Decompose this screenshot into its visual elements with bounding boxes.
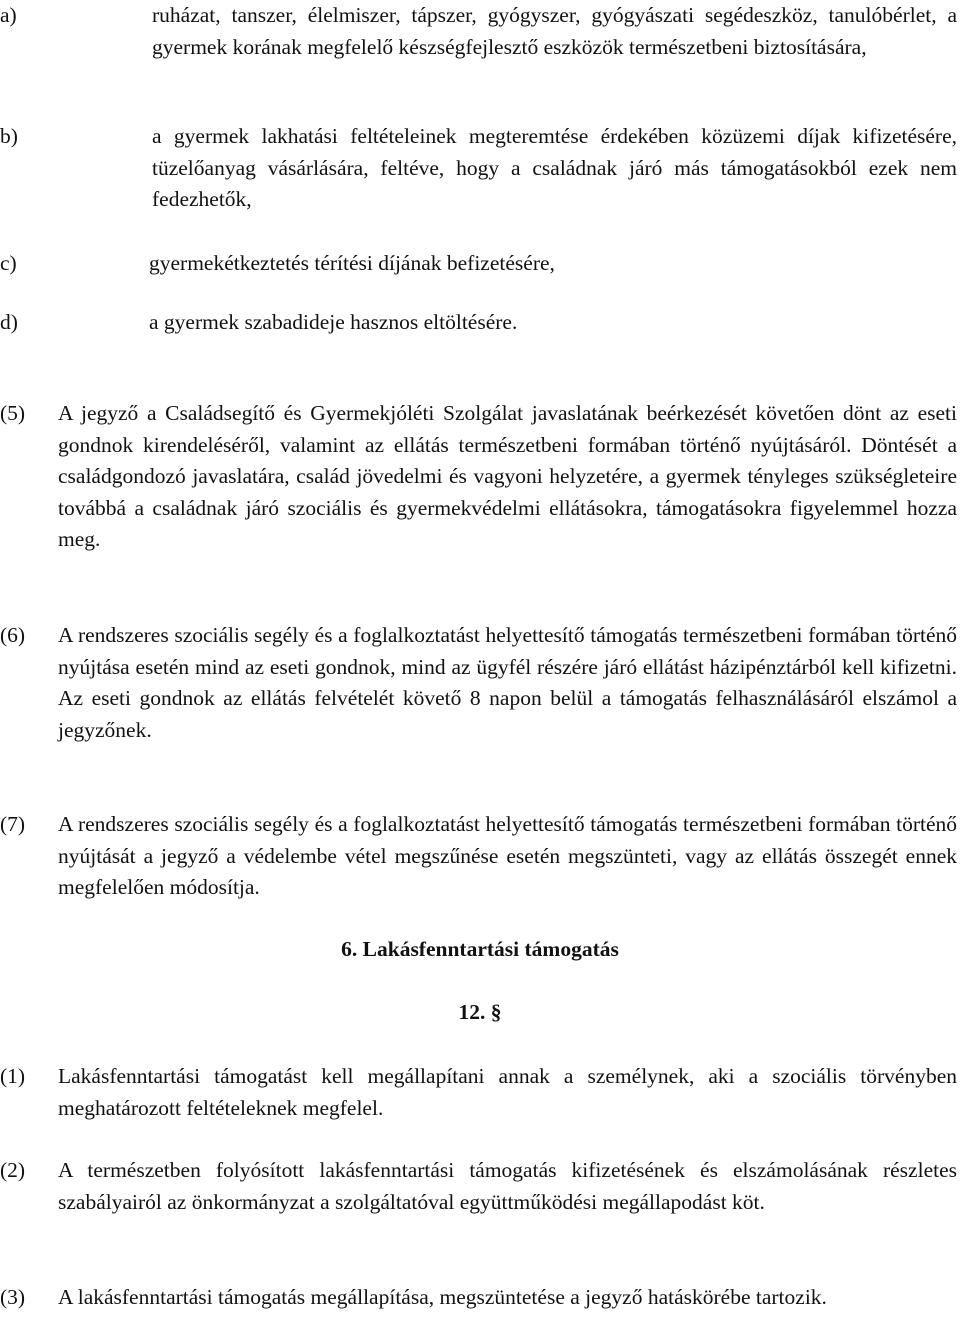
- paragraph-number: (3): [0, 1285, 26, 1309]
- paragraph-text: A jegyző a Családsegítő és Gyermekjóléti Szolgálat javaslatának beérkezését követően dönt az eseti gondnok kirendeléséről, valamint az ellátás természetbeni formában történő nyújtásáról. Döntését a családgondozó javaslatára, család jövedelmi és vagyoni helyzetére, a gyermek tényleges szükségleteire továbbá a családnak járó szociális és gyermekvédelmi ellátásokra, támogatásokra figyelemmel hozza meg.: [58, 401, 957, 551]
- list-marker: a): [0, 3, 17, 27]
- section-heading: 6. Lakásfenntartási támogatás: [341, 937, 619, 961]
- paragraph-number: (5): [0, 401, 26, 425]
- paragraph-3: [0, 1282, 957, 1314]
- paragraph-text: Lakásfenntartási támogatást kell megállapítani annak a személynek, aki a szociális törvényben meghatározott feltételeknek megfelel.: [58, 1064, 957, 1120]
- paragraph-text: A lakásfenntartási támogatás megállapítása, megszüntetése a jegyző hatáskörébe tartozik.: [58, 1285, 827, 1309]
- article-heading: 12. §: [458, 1000, 502, 1024]
- paragraph-number: (2): [0, 1158, 26, 1182]
- paragraph-7: [0, 809, 957, 904]
- paragraph-text: A rendszeres szociális segély és a foglalkoztatást helyettesítő támogatás természetbeni formában történő nyújtása esetén mind az eseti gondnok, mind az ügyfél részére járó ellátást házipénztárból kell kifizetni. Az eseti gondnok az ellátás felvételét követő 8 napon belül a támogatás felhasználásáról elszámol a jegyzőnek.: [58, 623, 957, 742]
- paragraph-text: A rendszeres szociális segély és a foglalkoztatást helyettesítő támogatás természetbeni formában történő nyújtását a jegyző a védelembe vétel megszűnése esetén megszünteti, vagy az ellátás összegét ennek megfelelően módosítja.: [58, 812, 957, 899]
- list-marker: c): [0, 251, 17, 275]
- paragraph-6: [0, 620, 957, 746]
- list-item-c: [0, 248, 957, 280]
- list-marker: d): [0, 310, 18, 334]
- list-item-a: [0, 0, 957, 63]
- paragraph-number: (6): [0, 623, 26, 647]
- paragraph-text: A természetben folyósított lakásfenntartási támogatás kifizetésének és elszámolásának részletes szabályairól az önkormányzat a szolgáltatóval együttműködési megállapodást köt.: [58, 1158, 957, 1214]
- list-item-text: ruházat, tanszer, élelmiszer, tápszer, gyógyszer, gyógyászati segédeszköz, tanulóbérlet, a gyermek korának megfelelő készségfejlesztő eszközök természetbeni biztosítására,: [152, 3, 957, 59]
- paragraph-1: [0, 1061, 957, 1124]
- list-item-d: [0, 307, 957, 339]
- list-item-text: a gyermek lakhatási feltételeinek megteremtése érdekében közüzemi díjak kifizetésére, tüzelőanyag vásárlására, feltéve, hogy a családnak járó más támogatásokból ezek nem fedezhetők,: [152, 124, 957, 211]
- list-item-text: gyermekétkeztetés térítési díjának befizetésére,: [149, 251, 555, 275]
- paragraph-5: [0, 398, 957, 556]
- list-marker: b): [0, 124, 18, 148]
- paragraph-number: (1): [0, 1064, 26, 1088]
- paragraph-number: (7): [0, 812, 26, 836]
- paragraph-2: [0, 1155, 957, 1218]
- list-item-b: [0, 121, 957, 216]
- list-item-text: a gyermek szabadideje hasznos eltöltésére.: [149, 310, 518, 334]
